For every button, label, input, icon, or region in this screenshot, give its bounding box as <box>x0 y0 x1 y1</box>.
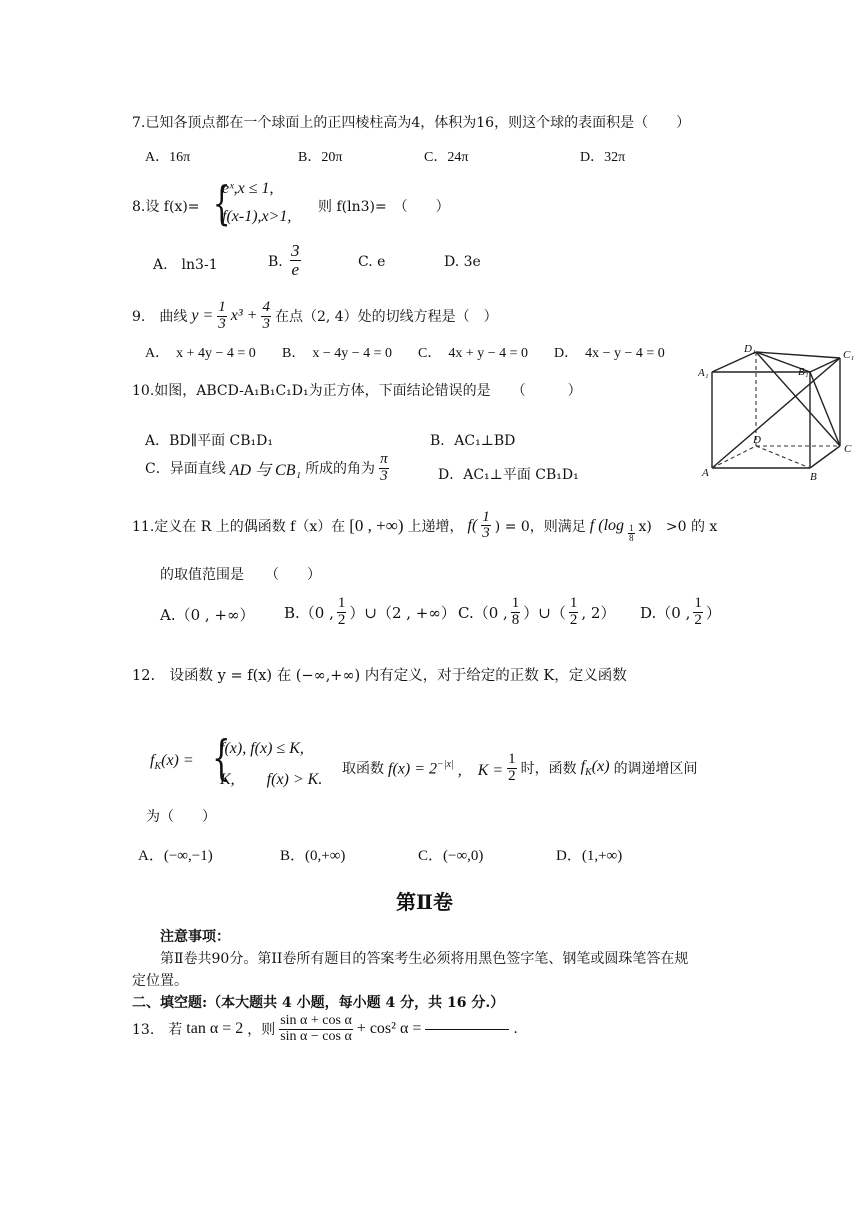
q11-d-pre: D.（0 , <box>640 603 691 622</box>
q12-k-den: 2 <box>508 767 516 784</box>
q12-fx: f(x) = 2 <box>388 759 437 777</box>
q12-brace: { <box>212 730 231 786</box>
q11-log-sub-num: 1 <box>629 523 634 533</box>
q11-c-mid: ）∪（ <box>523 603 566 622</box>
q11-b-den: 2 <box>337 611 346 628</box>
q10-c-den: 3 <box>380 467 388 484</box>
q13 <box>132 1014 518 1044</box>
q9-option-d: D． 4x − y − 4 = 0 <box>554 346 665 361</box>
q11-option-b <box>284 596 456 629</box>
q9-prefix: 9. 曲线 <box>132 309 188 326</box>
q9-stem <box>132 300 498 333</box>
q10-c-pre: C．异面直线 <box>145 461 226 478</box>
edge-b1-c1 <box>810 358 840 372</box>
q12-option-d: D．(1,+∞) <box>556 848 623 864</box>
q11-log-pre: f (log <box>589 516 625 534</box>
q8-option-b: B. <box>268 254 283 270</box>
q7-option-c: C．24π <box>424 150 469 165</box>
q12-fk2-sub: K <box>585 767 592 779</box>
notice-line1: 第Ⅱ卷共90分。第II卷所有题目的答案考生必须将用黑色签字笔、钢笔或圆珠笔答在规 <box>160 951 689 967</box>
edge-b1-c <box>810 372 840 446</box>
q8-brace: { <box>212 176 231 230</box>
q10-option-d: D．AC₁⊥平面 CB₁D₁ <box>438 467 579 483</box>
q9-option-b: B． x − 4y − 4 = 0 <box>282 346 393 361</box>
q12-option-b: B．(0,+∞) <box>280 848 346 864</box>
q12-k-post: 时，函数 <box>520 761 577 778</box>
q12-fk2-rest: (x) <box>591 758 610 776</box>
q13-prefix: 13. 若 <box>132 1022 183 1039</box>
q13-post: + cos² α = <box>356 1020 422 1038</box>
label-d1: D₁ <box>744 343 756 355</box>
q11-b-num: 1 <box>337 595 346 611</box>
label-a1: A₁ <box>698 367 709 379</box>
q12-stem: 12. 设函数 y = f(x) 在 (−∞,+∞) 内有定义，对于给定的正数 K，定义函数 <box>132 668 627 684</box>
q9-eq: y = <box>191 307 214 325</box>
q12-exp: −|x| <box>437 758 454 770</box>
q11-c-f1-den: 8 <box>511 611 520 628</box>
q12-case2: K, f(x) > K. <box>220 771 323 788</box>
q12-take: 取函数 <box>342 761 384 778</box>
q9-option-a: A． x + 4y − 4 = 0 <box>145 346 256 361</box>
fill-heading: 二、填空题:（本大题共 4 小题，每小题 4 分，共 16 分.） <box>132 995 505 1011</box>
q10-c-mid: AD 与 CB₁ <box>229 461 302 479</box>
q11-option-a: A.（0 , +∞） <box>160 606 255 624</box>
notice-heading: 注意事项： <box>160 929 230 945</box>
q11-log-post: x) >0 的 x <box>638 518 718 535</box>
q11-c-pre: C.（0 , <box>458 603 508 622</box>
edge-b-c <box>810 446 840 468</box>
q11-option-d <box>640 596 721 629</box>
q10-stem: 10.如图，ABCD-A₁B₁C₁D₁为正方体，下面结论错误的是 （ ） <box>132 383 582 399</box>
q12-tail: 的调递增区间 <box>613 761 698 778</box>
q12-fk-def <box>150 752 194 772</box>
hidden-d-b <box>756 446 810 468</box>
q12-fk-sub: K <box>154 761 162 773</box>
q11-b-post: ）∪（2 , +∞） <box>349 603 456 622</box>
q10-option-a: A．BD∥平面 CB₁D₁ <box>145 433 273 449</box>
q11-f-post: ) = 0，则满足 <box>494 518 586 535</box>
q11-interval: [0 , +∞) <box>349 515 404 535</box>
q9-x3: x³ + <box>230 307 258 325</box>
label-b1: B₁ <box>798 366 809 378</box>
q11-stem-b: 上递增， <box>407 518 464 535</box>
cube-figure <box>698 342 860 484</box>
q11-c-f1-num: 1 <box>511 595 520 611</box>
q13-mid: ，则 <box>247 1022 276 1039</box>
q12-rest <box>342 752 698 785</box>
q12-fk-rest: (x) = <box>161 752 194 769</box>
q8-option-a: A. ln3-1 <box>153 257 218 273</box>
q13-num: sin α + cos α <box>280 1013 352 1028</box>
label-d: D <box>753 434 761 446</box>
q12-line3: 为（ ） <box>146 809 216 825</box>
q8-b-den: e <box>291 259 300 279</box>
q11-d-den: 2 <box>694 611 702 628</box>
q11-b-pre: B.（0 , <box>284 603 334 622</box>
q8-option-b-fraction <box>290 242 301 279</box>
q8-case2: f(x-1),x>1, <box>222 208 292 225</box>
label-b: B <box>810 471 817 483</box>
q11-f-pre: f( <box>467 516 478 534</box>
q8-prefix: 8.设 f(x)= <box>132 199 200 215</box>
section-title: 第Ⅱ卷 <box>396 890 453 914</box>
q8-option-d: D. 3e <box>444 254 481 270</box>
q9-f1-den: 3 <box>218 315 226 332</box>
label-a: A <box>702 467 709 479</box>
q9-f1-num: 1 <box>218 299 226 315</box>
q11-f-den: 3 <box>482 525 490 542</box>
q11-stem <box>132 508 717 544</box>
q11-log-sub-den: 8 <box>629 533 634 544</box>
q12-fk2: f <box>580 758 586 776</box>
notice-line2: 定位置。 <box>132 973 188 989</box>
q9-f2-num: 4 <box>262 299 270 315</box>
q11-line2: 的取值范围是 （ ） <box>160 567 321 583</box>
q7-stem: 7.已知各顶点都在一个球面上的正四棱柱高为4，体积为16，则这个球的表面积是（ ） <box>132 115 691 131</box>
q8-b-num: 3 <box>291 241 300 260</box>
q12-option-a: A．(−∞,−1) <box>138 848 213 864</box>
q12-k-pre: , K = <box>457 761 504 779</box>
q7-option-d: D．32π <box>580 150 626 165</box>
q7-option-b: B．20π <box>298 150 343 165</box>
q9-f2-den: 3 <box>262 315 270 332</box>
q7-option-a: A．16π <box>145 150 191 165</box>
q10-option-b: B．AC₁⊥BD <box>430 433 516 449</box>
q13-answer-blank[interactable] <box>425 1029 509 1030</box>
label-c1: C₁ <box>843 349 855 361</box>
q11-c-post: , 2） <box>581 603 616 622</box>
q12-option-c: C．(−∞,0) <box>418 848 484 864</box>
q12-fk: f <box>150 752 155 769</box>
edge-a1-d1 <box>712 352 756 372</box>
q11-c-f2-den: 2 <box>569 611 578 628</box>
q13-den: sin α − cos α <box>280 1028 352 1044</box>
q8-suffix: 则 f(ln3)= （ ） <box>318 199 450 215</box>
q9-suffix: 在点（2, 4）处的切线方程是（ ） <box>274 309 498 326</box>
q10-c-post: 所成的角为 <box>305 461 376 478</box>
q9-option-c: C． 4x + y − 4 = 0 <box>418 346 529 361</box>
q10-c-num: π <box>380 451 388 467</box>
q13-end: . <box>513 1021 518 1038</box>
label-c: C <box>844 443 852 455</box>
q11-d-num: 1 <box>694 595 702 611</box>
q8-case1: eˣ,x ≤ 1, <box>222 180 274 197</box>
q11-f-num: 1 <box>482 508 490 525</box>
q10-option-c <box>145 452 389 485</box>
q8-option-c: C. e <box>358 254 386 270</box>
q12-case1: f(x), f(x) ≤ K, <box>220 740 304 757</box>
q11-c-f2-num: 1 <box>569 595 578 611</box>
q11-stem-a: 11.定义在 R 上的偶函数 f（x）在 <box>132 518 346 535</box>
q12-k-num: 1 <box>508 751 516 767</box>
q13-cond: tan α = 2 <box>186 1020 244 1038</box>
q11-option-c <box>458 596 615 629</box>
q11-d-post: ） <box>705 603 721 622</box>
